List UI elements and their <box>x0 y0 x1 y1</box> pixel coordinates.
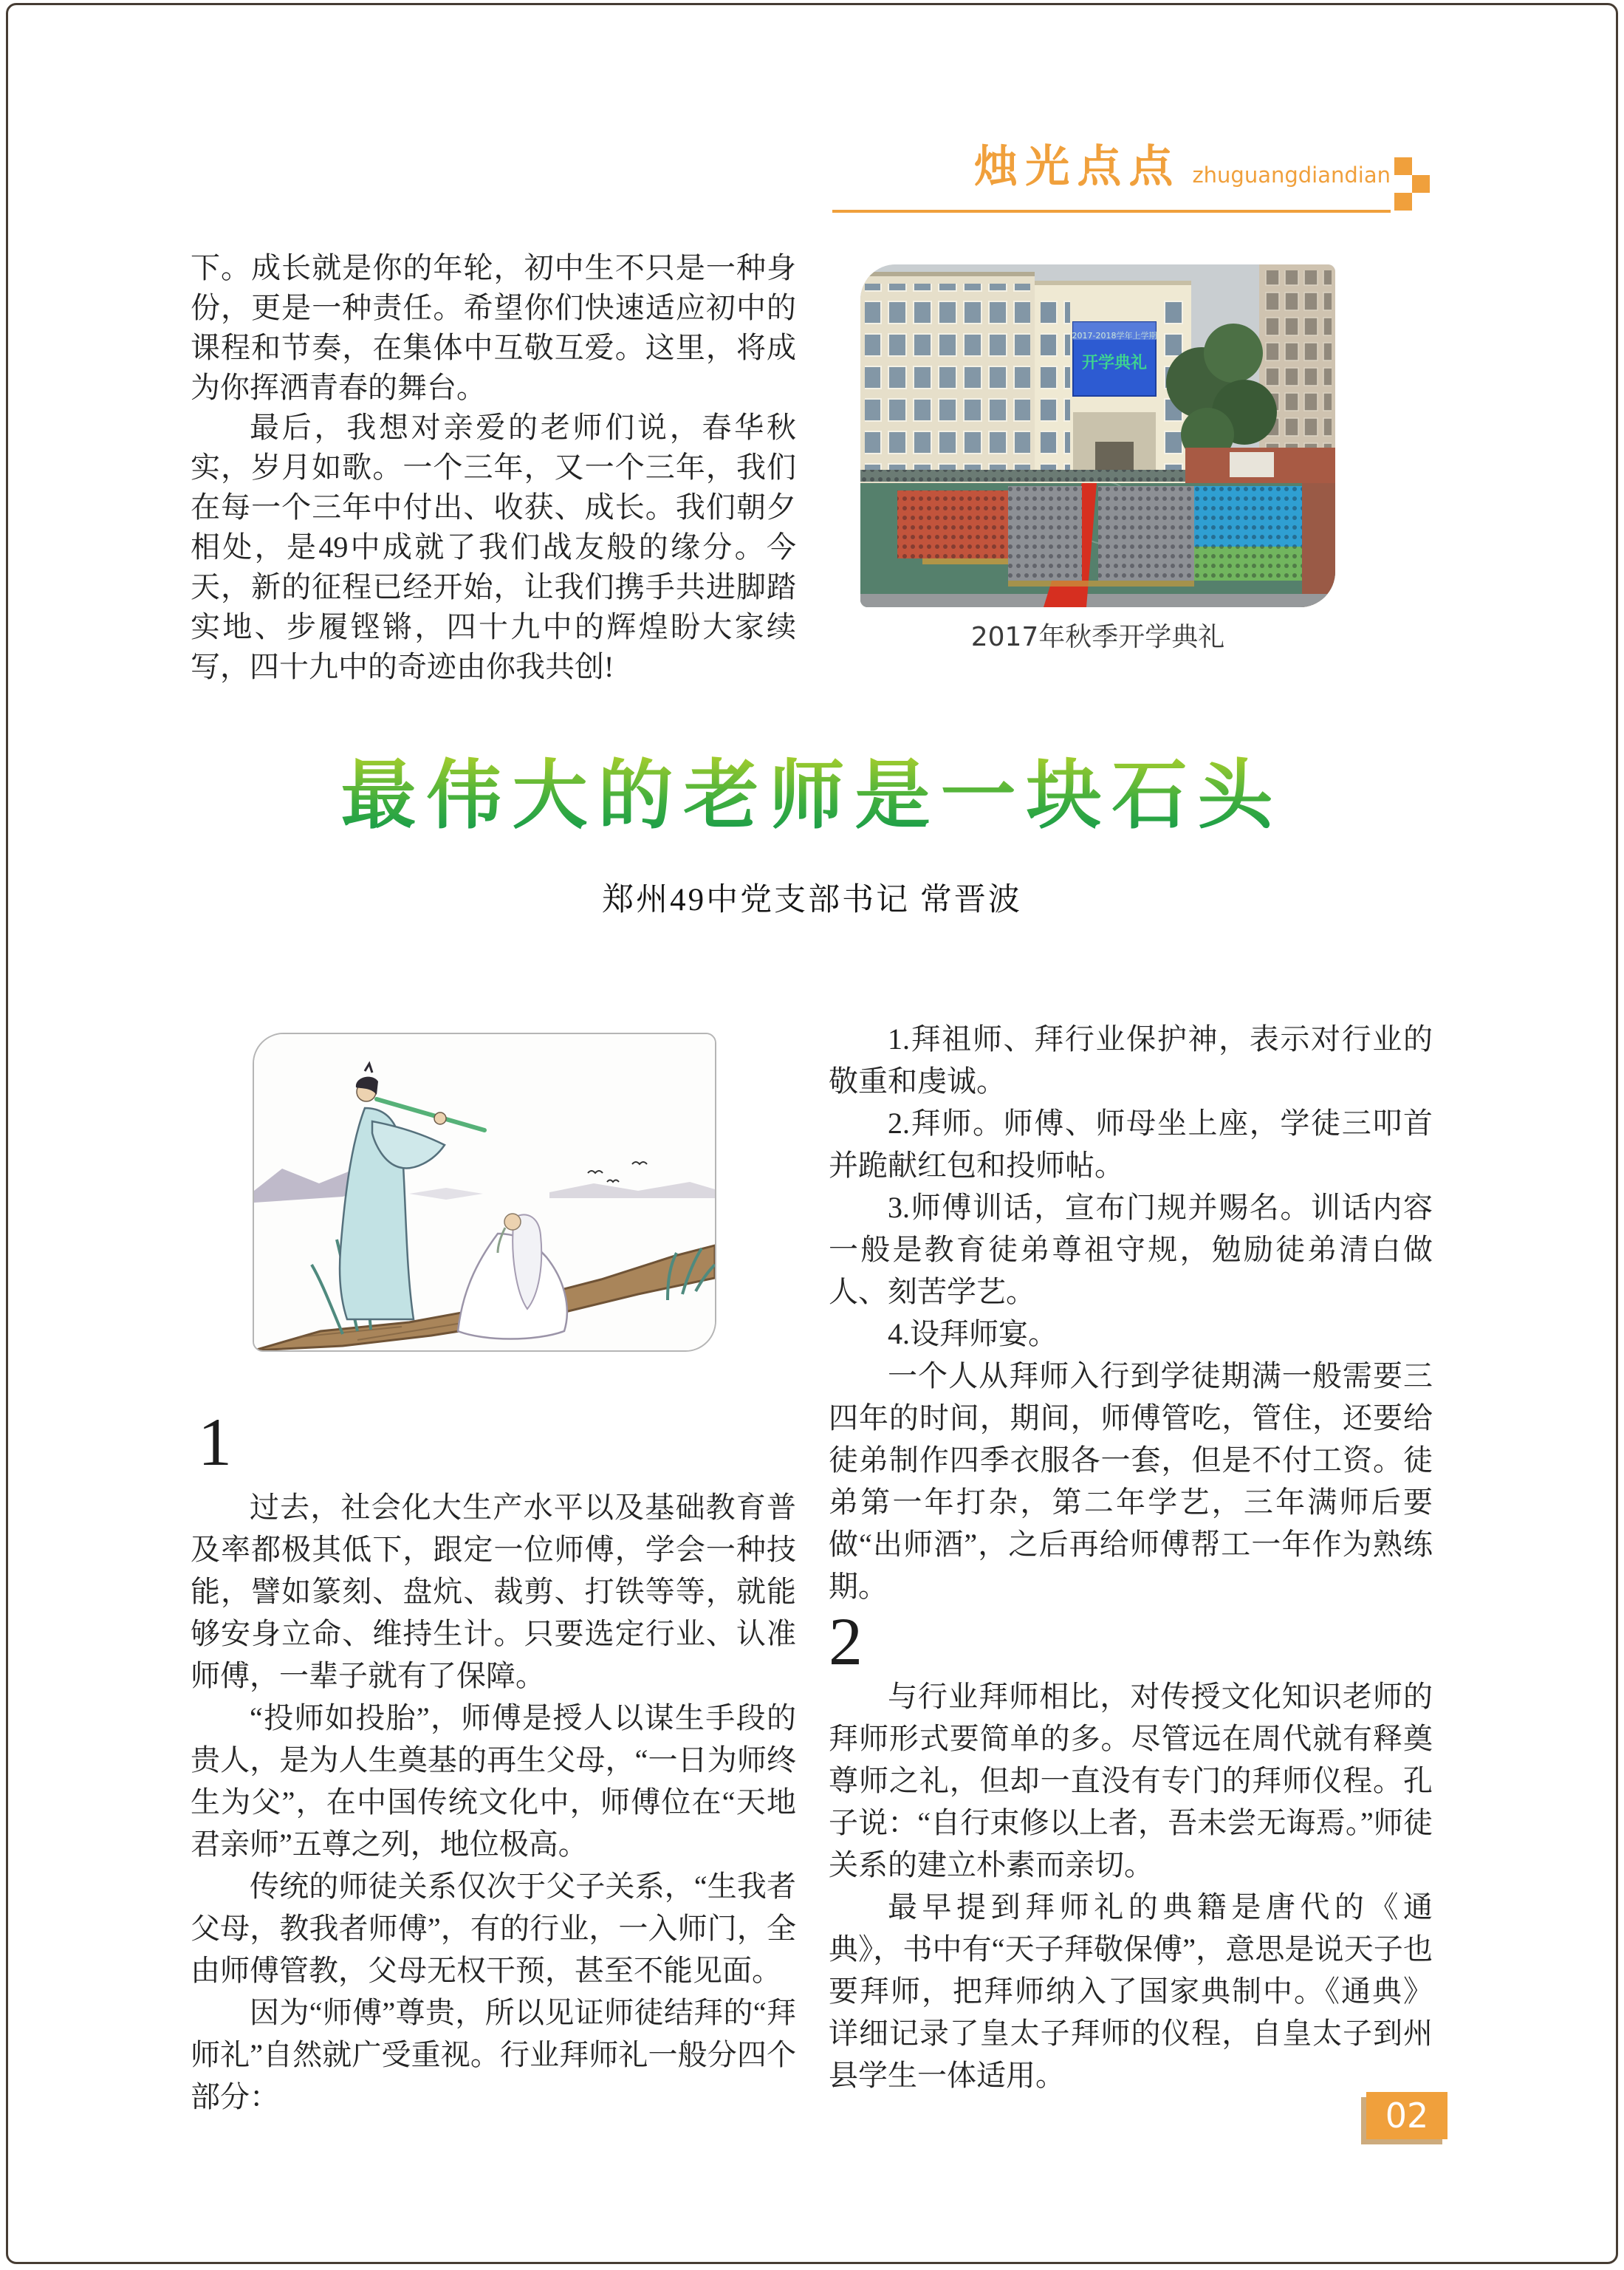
section-number-2: 2 <box>829 1604 863 1679</box>
column-title: 烛光点点 <box>973 141 1181 193</box>
page-header <box>832 141 1391 193</box>
chairs <box>1008 581 1194 587</box>
intro-text-block <box>191 248 796 687</box>
section-number-1: 1 <box>198 1404 232 1480</box>
path <box>860 594 1335 607</box>
body-paragraph: 过去，社会化大生产水平以及基础教育普及率都极其低下，跟定一位师傅，学会一种技能，譬如篆刻、盘炕、裁剪、打铁等等，就能够安身立命、维持生计。只要选定行业、认准师傅，一辈子就有了保障。 <box>191 1491 796 1692</box>
windows <box>1264 270 1332 462</box>
ritual-step: 2.拜师。师傅、师母坐上座，学徒三叩首并跪献红包和投师帖。 <box>829 1107 1433 1182</box>
ritual-step: 4.设拜师宴。 <box>888 1317 1058 1350</box>
header-underline <box>832 210 1391 213</box>
windows <box>1041 294 1070 479</box>
article-title: 最伟大的老师是一块石头 <box>0 755 1624 838</box>
crowd-texture <box>897 490 1008 558</box>
photo-caption: 2017年秋季开学典礼 <box>970 622 1225 652</box>
ink-painting-illustration <box>253 1033 716 1352</box>
page-number-badge: 02 <box>1366 2092 1447 2139</box>
header-square-decoration <box>1412 175 1430 193</box>
left-column <box>191 1486 796 2118</box>
intro-paragraph: 最后，我想对亲爱的老师们说，春华秋实，岁月如歌。一个三年，又一个三年，我们在每一个三年中付出、收获、成长。我们朝夕相处，是49中成就了我们战友般的缘分。今天，新的征程已经开始，让我们携手共进脚踏实地、步履铿锵，四十九中的辉煌盼大家续写，四十九中的奇迹由你我共创! <box>191 411 796 683</box>
hand <box>434 1112 446 1124</box>
header-square-decoration <box>1394 193 1412 211</box>
wall-mural <box>1230 452 1274 477</box>
crowd-texture <box>1194 486 1302 581</box>
body-paragraph: 因为“师傅”尊贵，所以见证师徒结拜的“拜师礼”自然就广受重视。行业拜师礼一般分四个部分： <box>191 1996 796 2113</box>
ritual-step: 3.师傅训话，宣布门规并赐名。训话内容一般是教育徒弟尊祖守规，勉励徒弟清白做人、刻苦学艺。 <box>829 1191 1433 1308</box>
body-paragraph: 与行业拜师相比，对传授文化知识老师的拜师形式要简单的多。尽管远在周代就有释奠尊师之礼，但却一直没有专门的拜师仪程。孔子说：“自行束修以上者，吾未尝无诲焉。”师徒关系的建立朴素而亲切。 <box>829 1680 1433 1881</box>
body-paragraph: 最早提到拜师礼的典籍是唐代的《通典》，书中有“天子拜敬保傅”，意思是说天子也要拜师，把拜师纳入了国家典制中。《通典》详细记录了皇太子拜师的仪程，自皇太子到州县学生一体适用。 <box>829 1890 1433 2092</box>
body-paragraph: 传统的师徒关系仅次于父子关系，“生我者父母，教我者师傅”，有的行业，一入师门，全由师傅管教，父母无权干预，甚至不能见面。 <box>191 1870 796 1987</box>
crowd-texture <box>1008 486 1082 581</box>
tree <box>1204 324 1263 383</box>
right-column <box>829 1018 1433 2096</box>
body-paragraph: 一个人从拜师入行到学徒期满一般需要三四年的时间，期间，师傅管吃，管住，还要给徒弟制作四季衣服各一套，但是不付工资。徒弟第一年打杂，第二年学艺，三年满师后要做“出师酒”，之后再给师傅帮工一年作为熟练期。 <box>829 1359 1433 1603</box>
chairs <box>922 558 1008 564</box>
led-screen-subtitle: 2017-2018学年上学期 <box>1072 331 1157 341</box>
body-paragraph: “投师如投胎”，师傅是授人以谋生手段的贵人，是为人生奠基的再生父母，“一日为师终生为父”，在中国传统文化中，师傅位在“天地君亲师”五尊之列，地位极高。 <box>191 1701 796 1861</box>
seated-figure-head <box>504 1214 521 1230</box>
header-square-decoration <box>1394 157 1412 175</box>
track <box>1302 483 1335 607</box>
windows <box>865 284 1030 477</box>
ink-painting-graphic <box>254 1034 715 1350</box>
column-title-pinyin: zhuguangdiandian <box>1192 163 1391 188</box>
ceremony-photo <box>860 264 1335 607</box>
intro-paragraph: 下。成长就是你的年轮，初中生不只是一种身份，更是一种责任。希望你们快速适应初中的课程和节奏，在集体中互敬互爱。这里，将成为你挥洒青春的舞台。 <box>191 251 796 404</box>
spectator-row-texture <box>860 470 1185 482</box>
ceremony-photo-graphic <box>860 264 1335 607</box>
crowd-texture <box>1098 486 1194 581</box>
ritual-step: 1.拜祖师、拜行业保护神，表示对行业的敬重和虔诚。 <box>829 1022 1433 1098</box>
led-screen-title: 开学典礼 <box>1081 354 1148 372</box>
article-byline: 郑州49中党支部书记 常晋波 <box>602 883 1022 917</box>
